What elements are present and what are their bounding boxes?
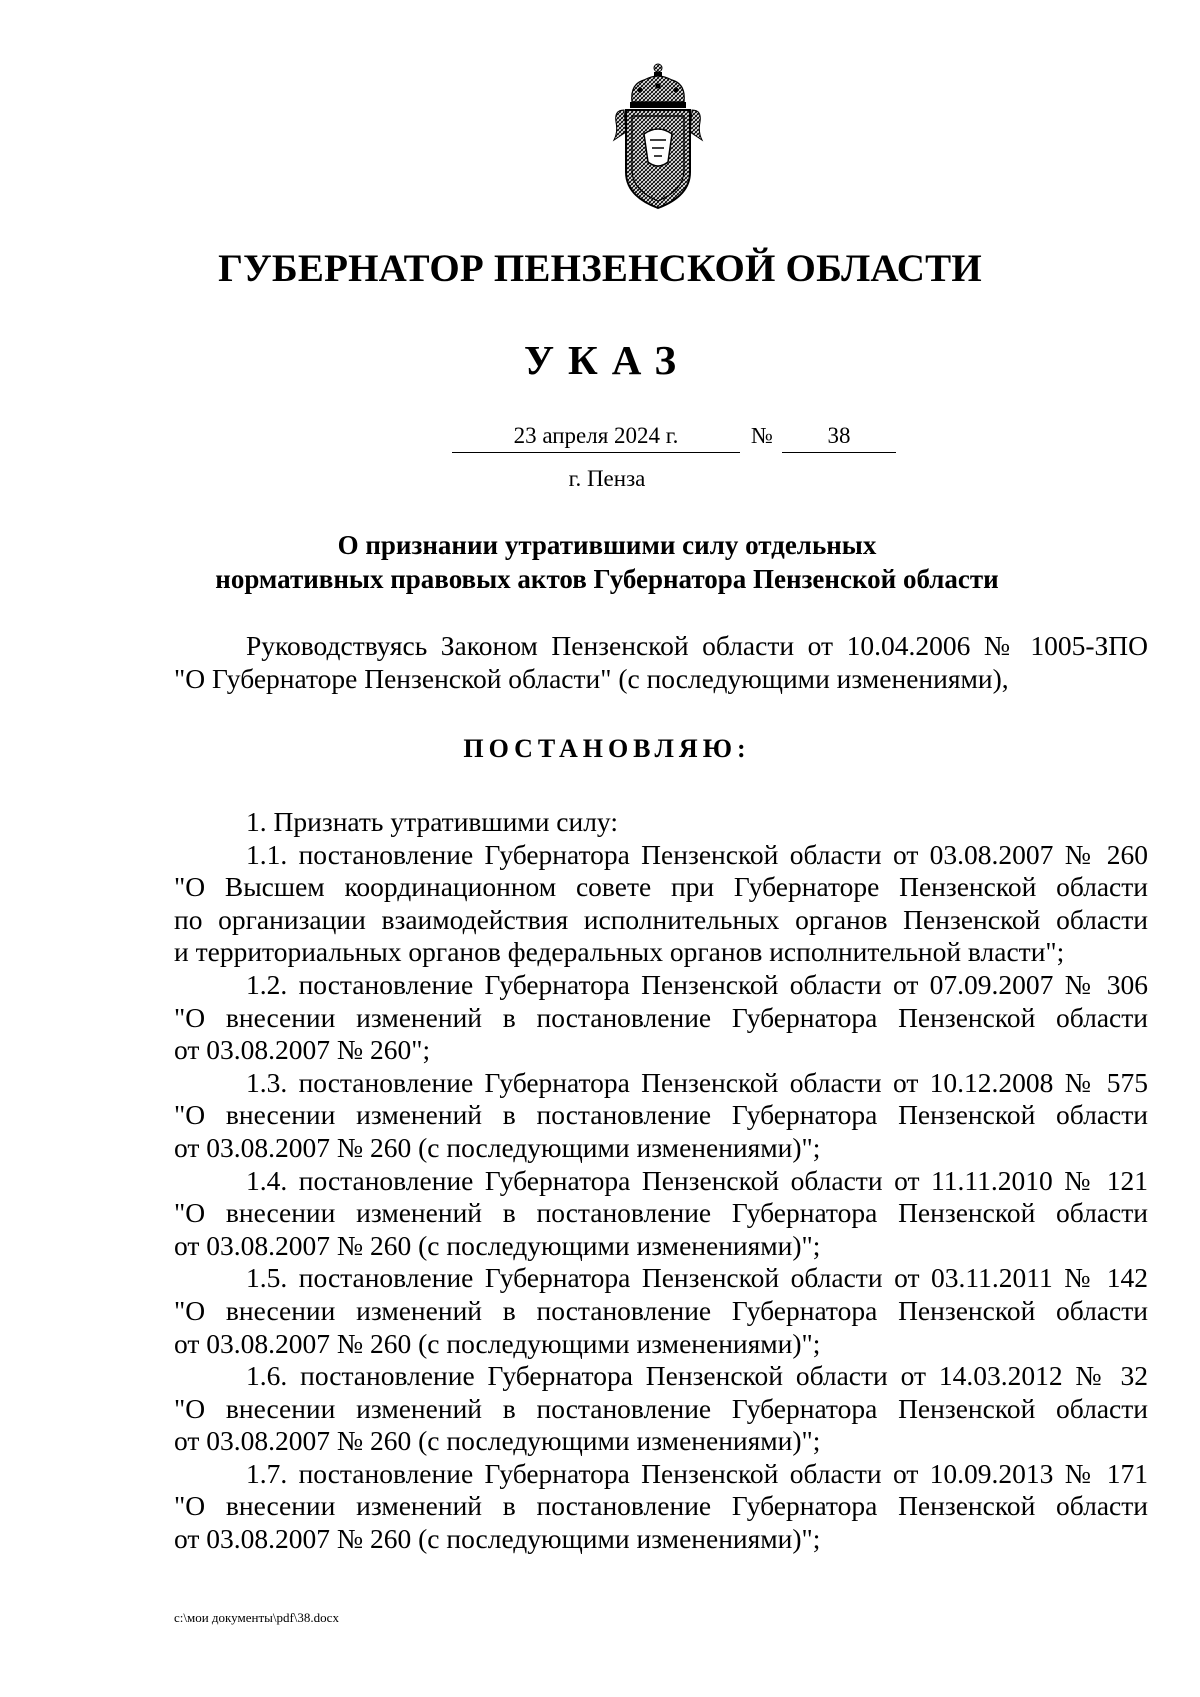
clause-1-6-line: "О внесении изменений в постановление Губернатора Пензенской области xyxy=(174,1392,1148,1424)
preamble-paragraph xyxy=(174,630,1148,695)
clause-1-4-line: 1.4. постановление Губернатора Пензенской области от 11.11.2010 № 121 xyxy=(246,1164,1148,1196)
clause-1-5-line: 1.5. постановление Губернатора Пензенской области от 03.11.2011 № 142 xyxy=(246,1262,1148,1294)
text-line: Руководствуясь Законом Пензенской области от 10.04.2006 № 1005-ЗПО xyxy=(246,630,1148,661)
decree-resolution-word: ПОСТАНОВЛЯЮ: xyxy=(463,734,751,763)
issue-city: г. Пенза xyxy=(568,466,646,491)
coat-of-arms-emblem xyxy=(606,62,710,214)
number-sign: № xyxy=(751,423,773,448)
clause-1-7-line: "О внесении изменений в постановление Губернатора Пензенской области xyxy=(174,1490,1148,1522)
clause-1-1-line: 1.1. постановление Губернатора Пензенской области от 03.08.2007 № 260 xyxy=(246,838,1148,870)
clause-1-1-line: "О Высшем координационном совете при Губернаторе Пензенской области xyxy=(174,871,1148,903)
text-line: "О Губернаторе Пензенской области" (с последующими изменениями), xyxy=(174,662,1009,694)
document-type: УКАЗ xyxy=(523,337,691,383)
issuing-authority: ГУБЕРНАТОР ПЕНЗЕНСКОЙ ОБЛАСТИ xyxy=(218,247,982,290)
clause-1-1-line: и территориальных органов федеральных органов исполнительной власти"; xyxy=(174,936,1065,968)
clause-1-4-line: "О внесении изменений в постановление Губернатора Пензенской области xyxy=(174,1197,1148,1229)
decree-body xyxy=(174,806,1148,1556)
crown-icon xyxy=(630,64,686,108)
decree-number: 38 xyxy=(782,422,896,453)
clause-1: 1. Признать утратившими силу: xyxy=(246,806,618,837)
clause-1-7-line: 1.7. постановление Губернатора Пензенской области от 10.09.2013 № 171 xyxy=(246,1457,1148,1489)
title-line: О признании утратившими силу отдельных xyxy=(337,530,877,560)
clause-1-6-line: от 03.08.2007 № 260 (с последующими изменениями)"; xyxy=(174,1425,821,1457)
title-line: нормативных правовых актов Губернатора Пензенской области xyxy=(215,564,999,594)
shield-icon xyxy=(626,110,690,208)
clause-1-3-line: 1.3. постановление Губернатора Пензенской области от 10.12.2008 № 575 xyxy=(246,1066,1148,1098)
clause-1-3-line: "О внесении изменений в постановление Губернатора Пензенской области xyxy=(174,1099,1148,1131)
clause-1-7-line: от 03.08.2007 № 260 (с последующими изменениями)"; xyxy=(174,1523,821,1555)
clause-1-2-line: от 03.08.2007 № 260"; xyxy=(174,1034,431,1066)
clause-1-3-line: от 03.08.2007 № 260 (с последующими изменениями)"; xyxy=(174,1131,821,1163)
decree-date: 23 апреля 2024 г. xyxy=(452,422,740,453)
clause-1-4-line: от 03.08.2007 № 260 (с последующими изменениями)"; xyxy=(174,1229,821,1261)
clause-1-5-line: "О внесении изменений в постановление Губернатора Пензенской области xyxy=(174,1294,1148,1326)
clause-1-6-line: 1.6. постановление Губернатора Пензенской области от 14.03.2012 № 32 xyxy=(246,1360,1148,1392)
document-title xyxy=(0,528,1200,596)
file-path-footer: c:\мои документы\pdf\38.docx xyxy=(174,1610,339,1625)
clause-1-2-line: 1.2. постановление Губернатора Пензенской области от 07.09.2007 № 306 xyxy=(246,968,1148,1000)
clause-1-5-line: от 03.08.2007 № 260 (с последующими изменениями)"; xyxy=(174,1327,821,1359)
clause-1-2-line: "О внесении изменений в постановление Губернатора Пензенской области xyxy=(174,1001,1148,1033)
clause-1-1-line: по организации взаимодействия исполнительных органов Пензенской области xyxy=(174,903,1148,935)
